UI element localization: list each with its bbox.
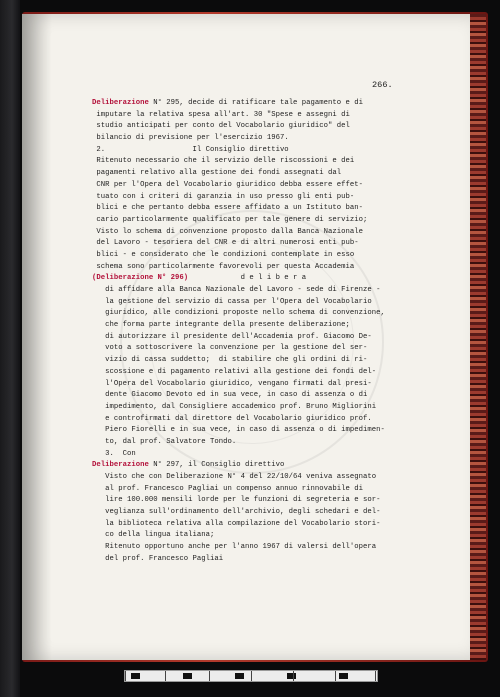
book-binding <box>0 0 20 697</box>
text-segment: voto a sottoscrivere la convenzione per la gestione del ser- <box>92 344 368 353</box>
text-segment: blici e che pertanto debba essere affidato a un Istituto ban- <box>92 204 363 213</box>
text-segment: di autorizzare il presidente dell'Accademia prof. Giacomo De- <box>92 332 372 341</box>
text-line <box>92 297 422 309</box>
text-line <box>92 192 422 204</box>
text-segment: cario particolarmente qualificato per tale genere di servizio; <box>92 215 368 224</box>
text-segment: che forma parte integrante della presente deliberazione; <box>92 321 350 330</box>
text-line <box>92 402 422 414</box>
text-segment: CNR per l'Opera del Vocabolario giuridico debba essere effet- <box>92 180 363 189</box>
text-segment: pagamenti relativo alla gestione dei fondi assegnati dal <box>92 169 342 178</box>
text-segment: Visto che con Deliberazione N° 4 del 22/10/64 veniva assegnato <box>92 473 377 481</box>
text-segment: del prof. Francesco Pagliai <box>92 554 224 563</box>
text-line <box>92 180 422 192</box>
scale-ruler <box>124 670 378 682</box>
text-line <box>92 168 422 180</box>
text-segment: al prof. Francesco Pagliai un compenso annuo rinnovabile di <box>92 484 363 493</box>
text-line <box>92 542 422 554</box>
text-segment: 2. Il Consiglio direttivo <box>92 145 289 154</box>
text-segment: di affidare alla Banca Nazionale del Lavoro - sede di Firenze - <box>92 286 381 294</box>
text-segment: del Lavoro - tesoriera del CNR e di altri numerosi enti pub- <box>92 239 359 248</box>
text-line <box>92 332 422 344</box>
text-line <box>92 343 422 355</box>
deliberation-label: Deliberazione <box>92 461 149 470</box>
gutter-shadow <box>22 14 52 660</box>
text-segment: vizio di cassa suddetto; di stabilire che gli ordini di ri- <box>92 356 368 365</box>
text-segment: blici - e considerato che le condizioni contemplate in esso <box>92 250 355 259</box>
deliberation-label: Deliberazione <box>92 99 149 107</box>
text-line <box>92 156 422 168</box>
text-line <box>92 530 422 542</box>
text-line <box>92 519 422 531</box>
marbled-page-edge <box>470 14 486 660</box>
text-line <box>92 203 422 215</box>
text-segment: imputare la relativa spesa all'art. 30 "Spese e assegni di <box>92 110 350 119</box>
text-segment: tuato con i criteri di garanzia in uso presso gli enti pub- <box>92 192 355 201</box>
text-line <box>92 484 422 496</box>
text-segment: studio anticipati per conto del Vocabolario giuridico" del <box>92 122 350 131</box>
text-line <box>92 273 422 285</box>
text-line <box>92 472 422 484</box>
text-segment: la biblioteca relativa alla compilazione del Vocabolario stori- <box>92 519 381 528</box>
text-line <box>92 414 422 426</box>
text-line <box>92 133 422 145</box>
text-segment: N° 295, decide di ratificare tale pagamento e di <box>148 99 363 107</box>
text-segment: giuridico, alle condizioni proposte nello schema di convenzione, <box>92 309 385 318</box>
text-line <box>92 98 422 110</box>
text-line <box>92 121 422 133</box>
text-line <box>92 367 422 379</box>
text-segment: bilancio di previsione per l'esercizio 1967. <box>92 134 289 143</box>
text-segment: veglianza sull'ordinamento dell'archivio, degli schedari e del- <box>92 508 381 517</box>
text-segment: Ritenuto necessario che il servizio delle riscossioni e dei <box>92 157 355 166</box>
text-line <box>92 215 422 227</box>
text-line <box>92 238 422 250</box>
text-segment: to, dal prof. Salvatore Tondo. <box>92 437 237 446</box>
text-line <box>92 110 422 122</box>
text-line <box>92 320 422 332</box>
text-line <box>92 425 422 437</box>
text-line <box>92 460 422 472</box>
text-segment: lire 100.000 mensili lorde per le funzioni di segreteria e sor- <box>92 496 381 505</box>
text-line <box>92 262 422 274</box>
text-line <box>92 449 422 461</box>
text-line <box>92 437 422 449</box>
text-line <box>92 390 422 402</box>
text-line <box>92 355 422 367</box>
text-segment: schema sono particolarmente favorevoli per questa Accademia <box>92 262 355 271</box>
text-line <box>92 308 422 320</box>
text-line <box>92 507 422 519</box>
text-segment: l'Opera del Vocabolario giuridico, vengano firmati dal presi- <box>92 379 372 388</box>
text-line <box>92 554 422 566</box>
text-segment: Piero Fiorelli e in sua vece, in caso di assenza o di impedimen- <box>92 426 385 435</box>
text-line <box>92 285 422 297</box>
text-line <box>92 250 422 262</box>
text-segment: la gestione del servizio di cassa per l'Opera del Vocabolario <box>92 297 372 306</box>
typed-text-body <box>92 98 422 566</box>
text-segment: 3. Con <box>92 449 136 458</box>
text-segment: N° 297, il Consiglio direttivo <box>148 461 285 470</box>
text-segment: d e l i b e r a <box>188 274 307 283</box>
text-segment: co della lingua italiana; <box>92 531 215 540</box>
text-segment: e controfirmati dal direttore del Vocabolario giuridico prof. <box>92 414 372 423</box>
text-segment: impedimento, dal Consigliere accademico prof. Bruno Migliorini <box>92 402 377 411</box>
deliberation-label: (Deliberazione N° 296) <box>92 274 189 283</box>
page-number: 266. <box>372 80 393 90</box>
text-segment: Visto lo schema di convenzione proposto dalla Banca Nazionale <box>92 227 363 236</box>
text-line <box>92 145 422 157</box>
text-line <box>92 495 422 507</box>
text-segment: scossione e di pagamento relativi alla gestione dei fondi del- <box>92 367 377 376</box>
text-segment: Ritenuto opportuno anche per l'anno 1967 di valersi dell'opera <box>92 543 377 552</box>
text-line <box>92 227 422 239</box>
text-line <box>92 379 422 391</box>
text-segment: dente Giacomo Devoto ed in sua vece, in caso di assenza o di <box>92 391 368 400</box>
